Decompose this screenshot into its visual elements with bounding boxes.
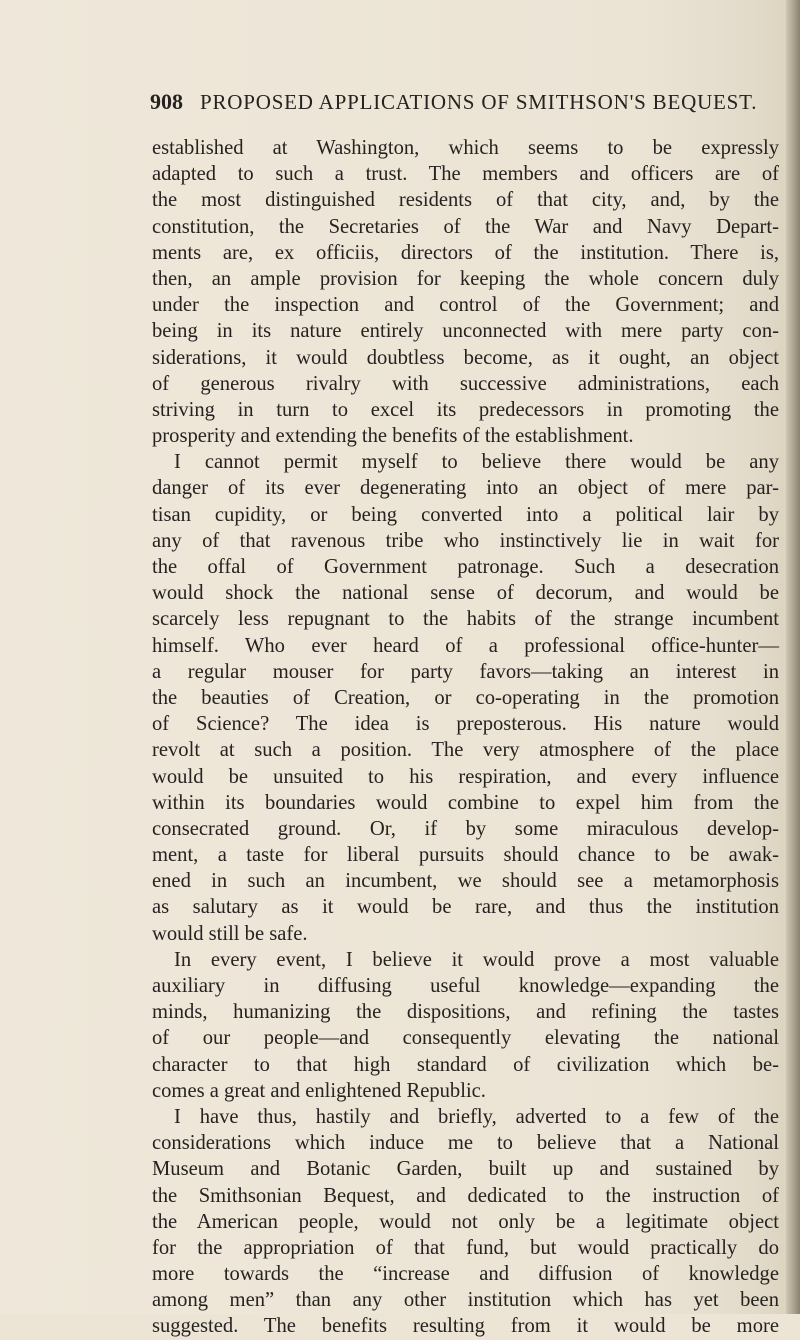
text-line: comes a great and enlightened Republic. bbox=[152, 1079, 486, 1102]
text-line: suggested. The benefits resulting from it would be more bbox=[152, 1315, 779, 1338]
text-line: himself. Who ever heard of a professional office-hunter— bbox=[152, 634, 779, 657]
text-line: within its boundaries would combine to expel him from the bbox=[152, 791, 779, 814]
text-line: then, an ample provision for keeping the whole concern duly bbox=[152, 267, 779, 290]
text-line: ment, a taste for liberal pursuits should chance to be awak- bbox=[152, 844, 779, 867]
text-line: character to that high standard of civilization which be- bbox=[152, 1053, 779, 1076]
text-line: among men” than any other institution which has yet been bbox=[152, 1289, 779, 1312]
text-line: of Science? The idea is preposterous. His nature would bbox=[152, 713, 779, 736]
text-line: under the inspection and control of the Government; and bbox=[152, 294, 779, 317]
text-line: as salutary as it would be rare, and thus the institution bbox=[152, 896, 779, 919]
text-line: ened in such an incumbent, we should see a metamorphosis bbox=[152, 870, 779, 893]
page-number: 908 bbox=[150, 89, 183, 114]
text-line: Museum and Botanic Garden, built up and sustained by bbox=[152, 1158, 779, 1181]
text-line: danger of its ever degenerating into an object of mere par- bbox=[152, 477, 779, 500]
text-line: being in its nature entirely unconnected with mere party con- bbox=[152, 320, 779, 343]
text-line: any of that ravenous tribe who instinctively lie in wait for bbox=[152, 529, 779, 552]
text-line: the offal of Government patronage. Such a desecration bbox=[152, 556, 779, 578]
text-line: the Smithsonian Bequest, and dedicated to the instruction of bbox=[152, 1184, 779, 1207]
text-line: constitution, the Secretaries of the War and Navy Depart- bbox=[152, 215, 779, 238]
text-line: auxiliary in diffusing useful knowledge—expanding the bbox=[152, 975, 779, 997]
text-line: a regular mouser for party favors—taking an interest in bbox=[152, 660, 779, 683]
text-line: In every event, I believe it would prove a most valuable bbox=[174, 948, 779, 971]
text-line: minds, humanizing the dispositions, and refining the tastes bbox=[152, 1001, 779, 1024]
text-line: I have thus, hastily and briefly, adverted to a few of the bbox=[174, 1105, 779, 1128]
text-line: scarcely less repugnant to the habits of the strange incumbent bbox=[152, 608, 779, 631]
text-line: I cannot permit myself to believe there would be any bbox=[174, 451, 779, 474]
text-line: consecrated ground. Or, if by some miraculous develop- bbox=[152, 817, 779, 840]
body-text bbox=[152, 135, 779, 1340]
text-line: of our people—and consequently elevating the national bbox=[152, 1027, 779, 1050]
text-line: more towards the “increase and diffusion of knowledge bbox=[152, 1263, 779, 1286]
text-line: for the appropriation of that fund, but would practically do bbox=[152, 1236, 779, 1259]
text-line: would be unsuited to his respiration, and every influence bbox=[152, 765, 779, 788]
text-line: the most distinguished residents of that city, and, by the bbox=[152, 189, 779, 212]
text-line: revolt at such a position. The very atmosphere of the place bbox=[152, 739, 779, 762]
text-line: would still be safe. bbox=[152, 922, 308, 945]
text-line: ments are, ex officiis, directors of the institution. There is, bbox=[152, 241, 779, 264]
running-title: PROPOSED APPLICATIONS OF SMITHSON'S BEQUEST. bbox=[200, 90, 758, 114]
text-line: considerations which induce me to believe that a National bbox=[152, 1132, 779, 1155]
text-line: striving in turn to excel its predecessors in promoting the bbox=[152, 398, 779, 421]
text-line: established at Washington, which seems to be expressly bbox=[152, 137, 779, 159]
text-line: the American people, would not only be a legitimate object bbox=[152, 1210, 779, 1233]
text-line: siderations, it would doubtless become, as it ought, an object bbox=[152, 346, 779, 369]
text-line: prosperity and extending the benefits of the establishment. bbox=[152, 425, 634, 448]
page-edge bbox=[786, 0, 800, 1314]
text-line: the beauties of Creation, or co-operating in the promotion bbox=[152, 686, 779, 709]
text-line: tisan cupidity, or being converted into a political lair by bbox=[152, 503, 779, 526]
text-line: adapted to such a trust. The members and officers are of bbox=[152, 163, 779, 186]
text-line: would shock the national sense of decorum, and would be bbox=[152, 582, 779, 605]
page-header bbox=[150, 89, 790, 115]
text-line: of generous rivalry with successive administrations, each bbox=[152, 372, 779, 395]
